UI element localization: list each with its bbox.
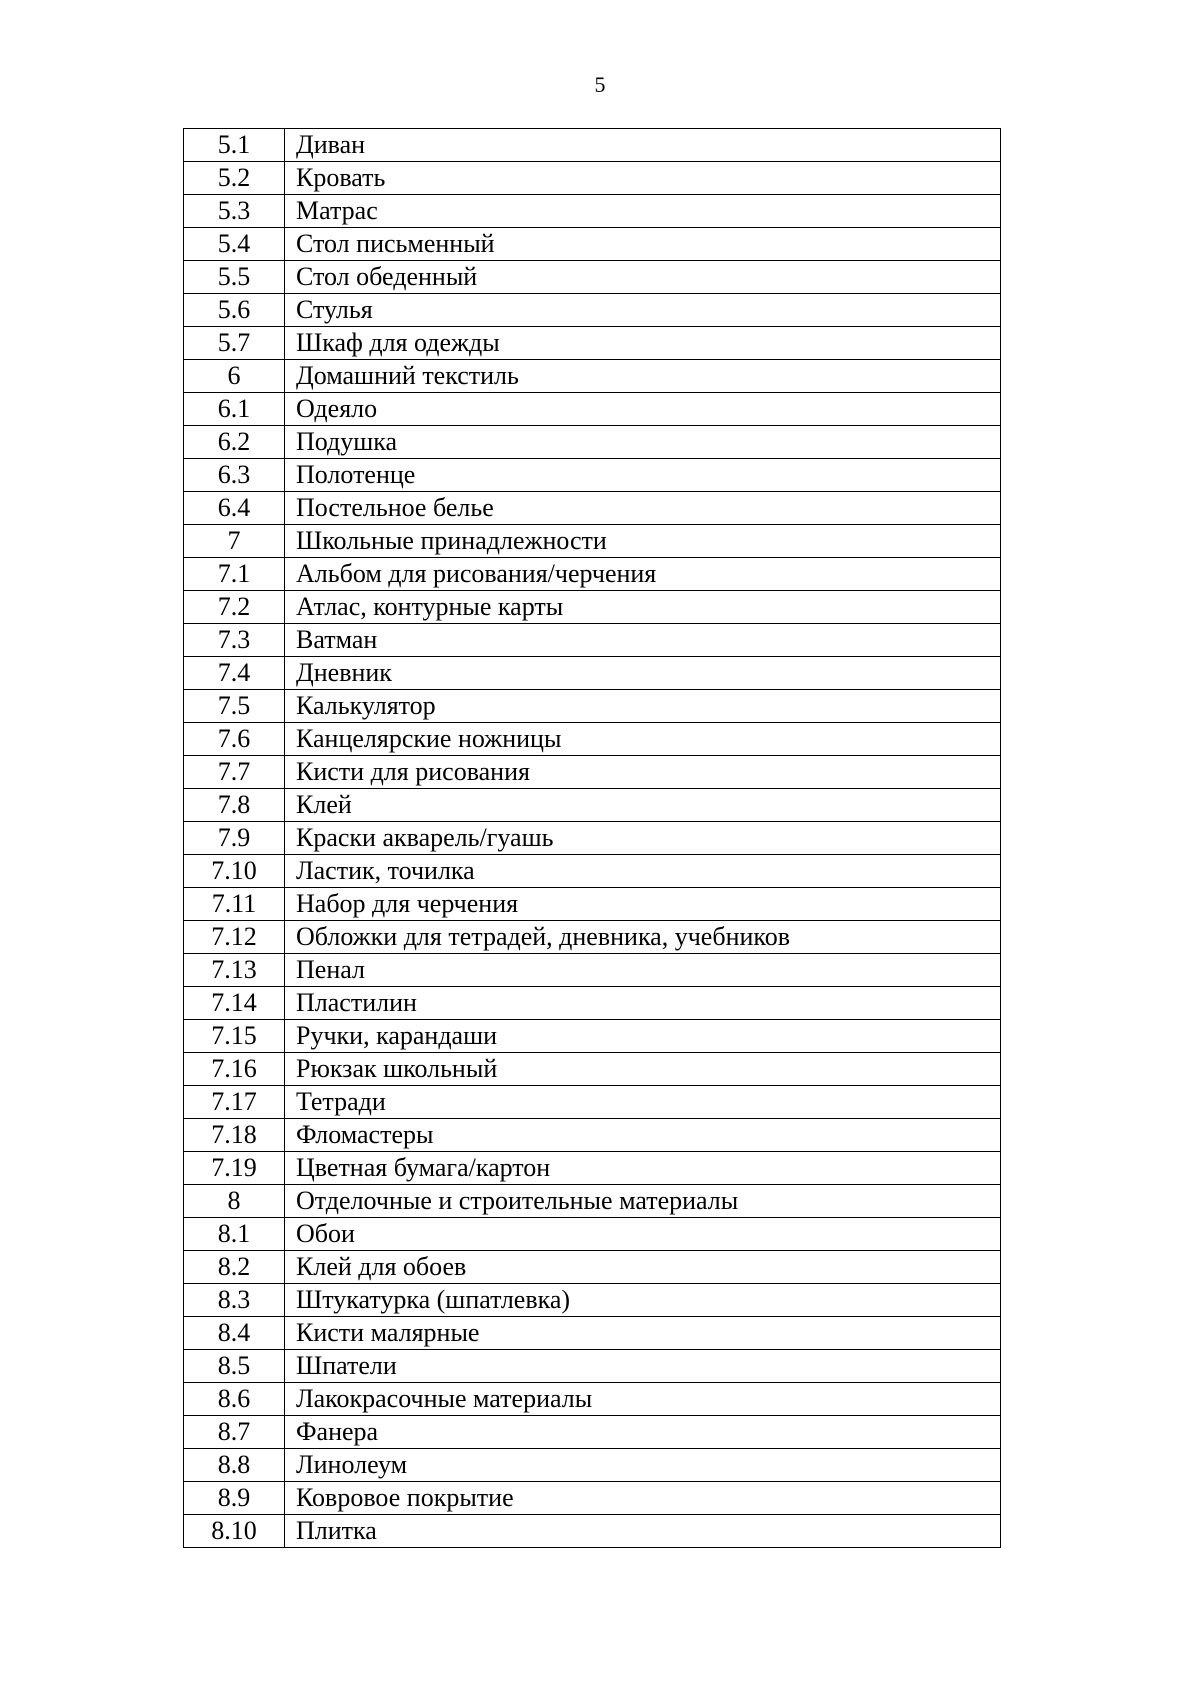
table-row	[184, 657, 1001, 690]
item-name-cell: Ковровое покрытие	[285, 1482, 1001, 1515]
item-name-cell: Стол обеденный	[285, 261, 1001, 294]
item-name-cell: Дневник	[285, 657, 1001, 690]
item-number-cell: 8.8	[184, 1449, 285, 1482]
item-number-cell: 7.15	[184, 1020, 285, 1053]
item-number-cell: 5.3	[184, 195, 285, 228]
item-name-cell: Фломастеры	[285, 1119, 1001, 1152]
table-row	[184, 228, 1001, 261]
item-name-cell: Краски акварель/гуашь	[285, 822, 1001, 855]
item-name-cell: Альбом для рисования/черчения	[285, 558, 1001, 591]
table-row	[184, 294, 1001, 327]
item-number-cell: 7.6	[184, 723, 285, 756]
item-name-cell: Канцелярские ножницы	[285, 723, 1001, 756]
item-number-cell: 6.4	[184, 492, 285, 525]
item-number-cell: 6.2	[184, 426, 285, 459]
item-number-cell: 7.16	[184, 1053, 285, 1086]
item-number-cell: 7.11	[184, 888, 285, 921]
table-row	[184, 888, 1001, 921]
item-number-cell: 7.8	[184, 789, 285, 822]
table-row	[184, 360, 1001, 393]
table-row	[184, 1020, 1001, 1053]
item-name-cell: Шпатели	[285, 1350, 1001, 1383]
item-name-cell: Набор для черчения	[285, 888, 1001, 921]
item-name-cell: Кровать	[285, 162, 1001, 195]
table-row	[184, 1515, 1001, 1548]
item-name-cell: Цветная бумага/картон	[285, 1152, 1001, 1185]
item-name-cell: Домашний текстиль	[285, 360, 1001, 393]
items-table	[183, 128, 1001, 1548]
item-number-cell: 8	[184, 1185, 285, 1218]
item-name-cell: Полотенце	[285, 459, 1001, 492]
item-number-cell: 7.4	[184, 657, 285, 690]
table-row	[184, 162, 1001, 195]
item-name-cell: Матрас	[285, 195, 1001, 228]
item-name-cell: Плитка	[285, 1515, 1001, 1548]
table-row	[184, 261, 1001, 294]
item-name-cell: Линолеум	[285, 1449, 1001, 1482]
table-row	[184, 1185, 1001, 1218]
item-name-cell: Ручки, карандаши	[285, 1020, 1001, 1053]
item-name-cell: Кисти малярные	[285, 1317, 1001, 1350]
item-number-cell: 7	[184, 525, 285, 558]
item-number-cell: 7.12	[184, 921, 285, 954]
table-row	[184, 459, 1001, 492]
item-name-cell: Штукатурка (шпатлевка)	[285, 1284, 1001, 1317]
item-number-cell: 7.14	[184, 987, 285, 1020]
table-row	[184, 327, 1001, 360]
item-number-cell: 6.1	[184, 393, 285, 426]
table-row	[184, 1119, 1001, 1152]
table-row	[184, 624, 1001, 657]
item-name-cell: Стулья	[285, 294, 1001, 327]
table-row	[184, 492, 1001, 525]
item-number-cell: 8.10	[184, 1515, 285, 1548]
item-name-cell: Школьные принадлежности	[285, 525, 1001, 558]
item-name-cell: Клей	[285, 789, 1001, 822]
item-name-cell: Обои	[285, 1218, 1001, 1251]
item-name-cell: Рюкзак школьный	[285, 1053, 1001, 1086]
table-row	[184, 1284, 1001, 1317]
table-row	[184, 1350, 1001, 1383]
item-number-cell: 7.18	[184, 1119, 285, 1152]
table-row	[184, 921, 1001, 954]
item-number-cell: 8.7	[184, 1416, 285, 1449]
item-number-cell: 7.9	[184, 822, 285, 855]
item-number-cell: 6	[184, 360, 285, 393]
table-row	[184, 591, 1001, 624]
table-row	[184, 822, 1001, 855]
table-row	[184, 1053, 1001, 1086]
item-number-cell: 8.3	[184, 1284, 285, 1317]
item-number-cell: 5.4	[184, 228, 285, 261]
item-name-cell: Диван	[285, 129, 1001, 162]
item-number-cell: 7.19	[184, 1152, 285, 1185]
item-number-cell: 7.2	[184, 591, 285, 624]
table-row	[184, 558, 1001, 591]
item-number-cell: 7.7	[184, 756, 285, 789]
page-number: 5	[594, 72, 606, 97]
item-name-cell: Калькулятор	[285, 690, 1001, 723]
item-name-cell: Отделочные и строительные материалы	[285, 1185, 1001, 1218]
item-number-cell: 8.4	[184, 1317, 285, 1350]
item-number-cell: 7.13	[184, 954, 285, 987]
table-row	[184, 1218, 1001, 1251]
item-number-cell: 7.1	[184, 558, 285, 591]
item-name-cell: Пенал	[285, 954, 1001, 987]
item-number-cell: 8.2	[184, 1251, 285, 1284]
table-row	[184, 1251, 1001, 1284]
table-row	[184, 723, 1001, 756]
item-name-cell: Ватман	[285, 624, 1001, 657]
item-number-cell: 5.5	[184, 261, 285, 294]
item-number-cell: 5.2	[184, 162, 285, 195]
table-row	[184, 393, 1001, 426]
item-name-cell: Клей для обоев	[285, 1251, 1001, 1284]
table-row	[184, 954, 1001, 987]
table-row	[184, 789, 1001, 822]
item-number-cell: 5.7	[184, 327, 285, 360]
item-name-cell: Тетради	[285, 1086, 1001, 1119]
item-number-cell: 7.17	[184, 1086, 285, 1119]
table-row	[184, 129, 1001, 162]
item-name-cell: Постельное белье	[285, 492, 1001, 525]
item-number-cell: 6.3	[184, 459, 285, 492]
table-row	[184, 195, 1001, 228]
item-number-cell: 8.6	[184, 1383, 285, 1416]
item-number-cell: 8.1	[184, 1218, 285, 1251]
table-row	[184, 426, 1001, 459]
table-row	[184, 525, 1001, 558]
item-name-cell: Обложки для тетрадей, дневника, учебников	[285, 921, 1001, 954]
item-name-cell: Фанера	[285, 1416, 1001, 1449]
table-row	[184, 756, 1001, 789]
table-row	[184, 1152, 1001, 1185]
item-name-cell: Лакокрасочные материалы	[285, 1383, 1001, 1416]
table-row	[184, 987, 1001, 1020]
item-name-cell: Атлас, контурные карты	[285, 591, 1001, 624]
item-name-cell: Кисти для рисования	[285, 756, 1001, 789]
table-row	[184, 1416, 1001, 1449]
table-row	[184, 1317, 1001, 1350]
item-number-cell: 7.5	[184, 690, 285, 723]
item-number-cell: 8.9	[184, 1482, 285, 1515]
item-number-cell: 8.5	[184, 1350, 285, 1383]
table-row	[184, 855, 1001, 888]
table-body	[184, 129, 1001, 1548]
table-row	[184, 1482, 1001, 1515]
table-row	[184, 690, 1001, 723]
table-row	[184, 1086, 1001, 1119]
table-row	[184, 1449, 1001, 1482]
item-name-cell: Ластик, точилка	[285, 855, 1001, 888]
item-name-cell: Подушка	[285, 426, 1001, 459]
item-number-cell: 5.6	[184, 294, 285, 327]
item-number-cell: 7.10	[184, 855, 285, 888]
item-number-cell: 7.3	[184, 624, 285, 657]
item-number-cell: 5.1	[184, 129, 285, 162]
item-name-cell: Одеяло	[285, 393, 1001, 426]
item-name-cell: Стол письменный	[285, 228, 1001, 261]
item-name-cell: Пластилин	[285, 987, 1001, 1020]
table-row	[184, 1383, 1001, 1416]
item-name-cell: Шкаф для одежды	[285, 327, 1001, 360]
